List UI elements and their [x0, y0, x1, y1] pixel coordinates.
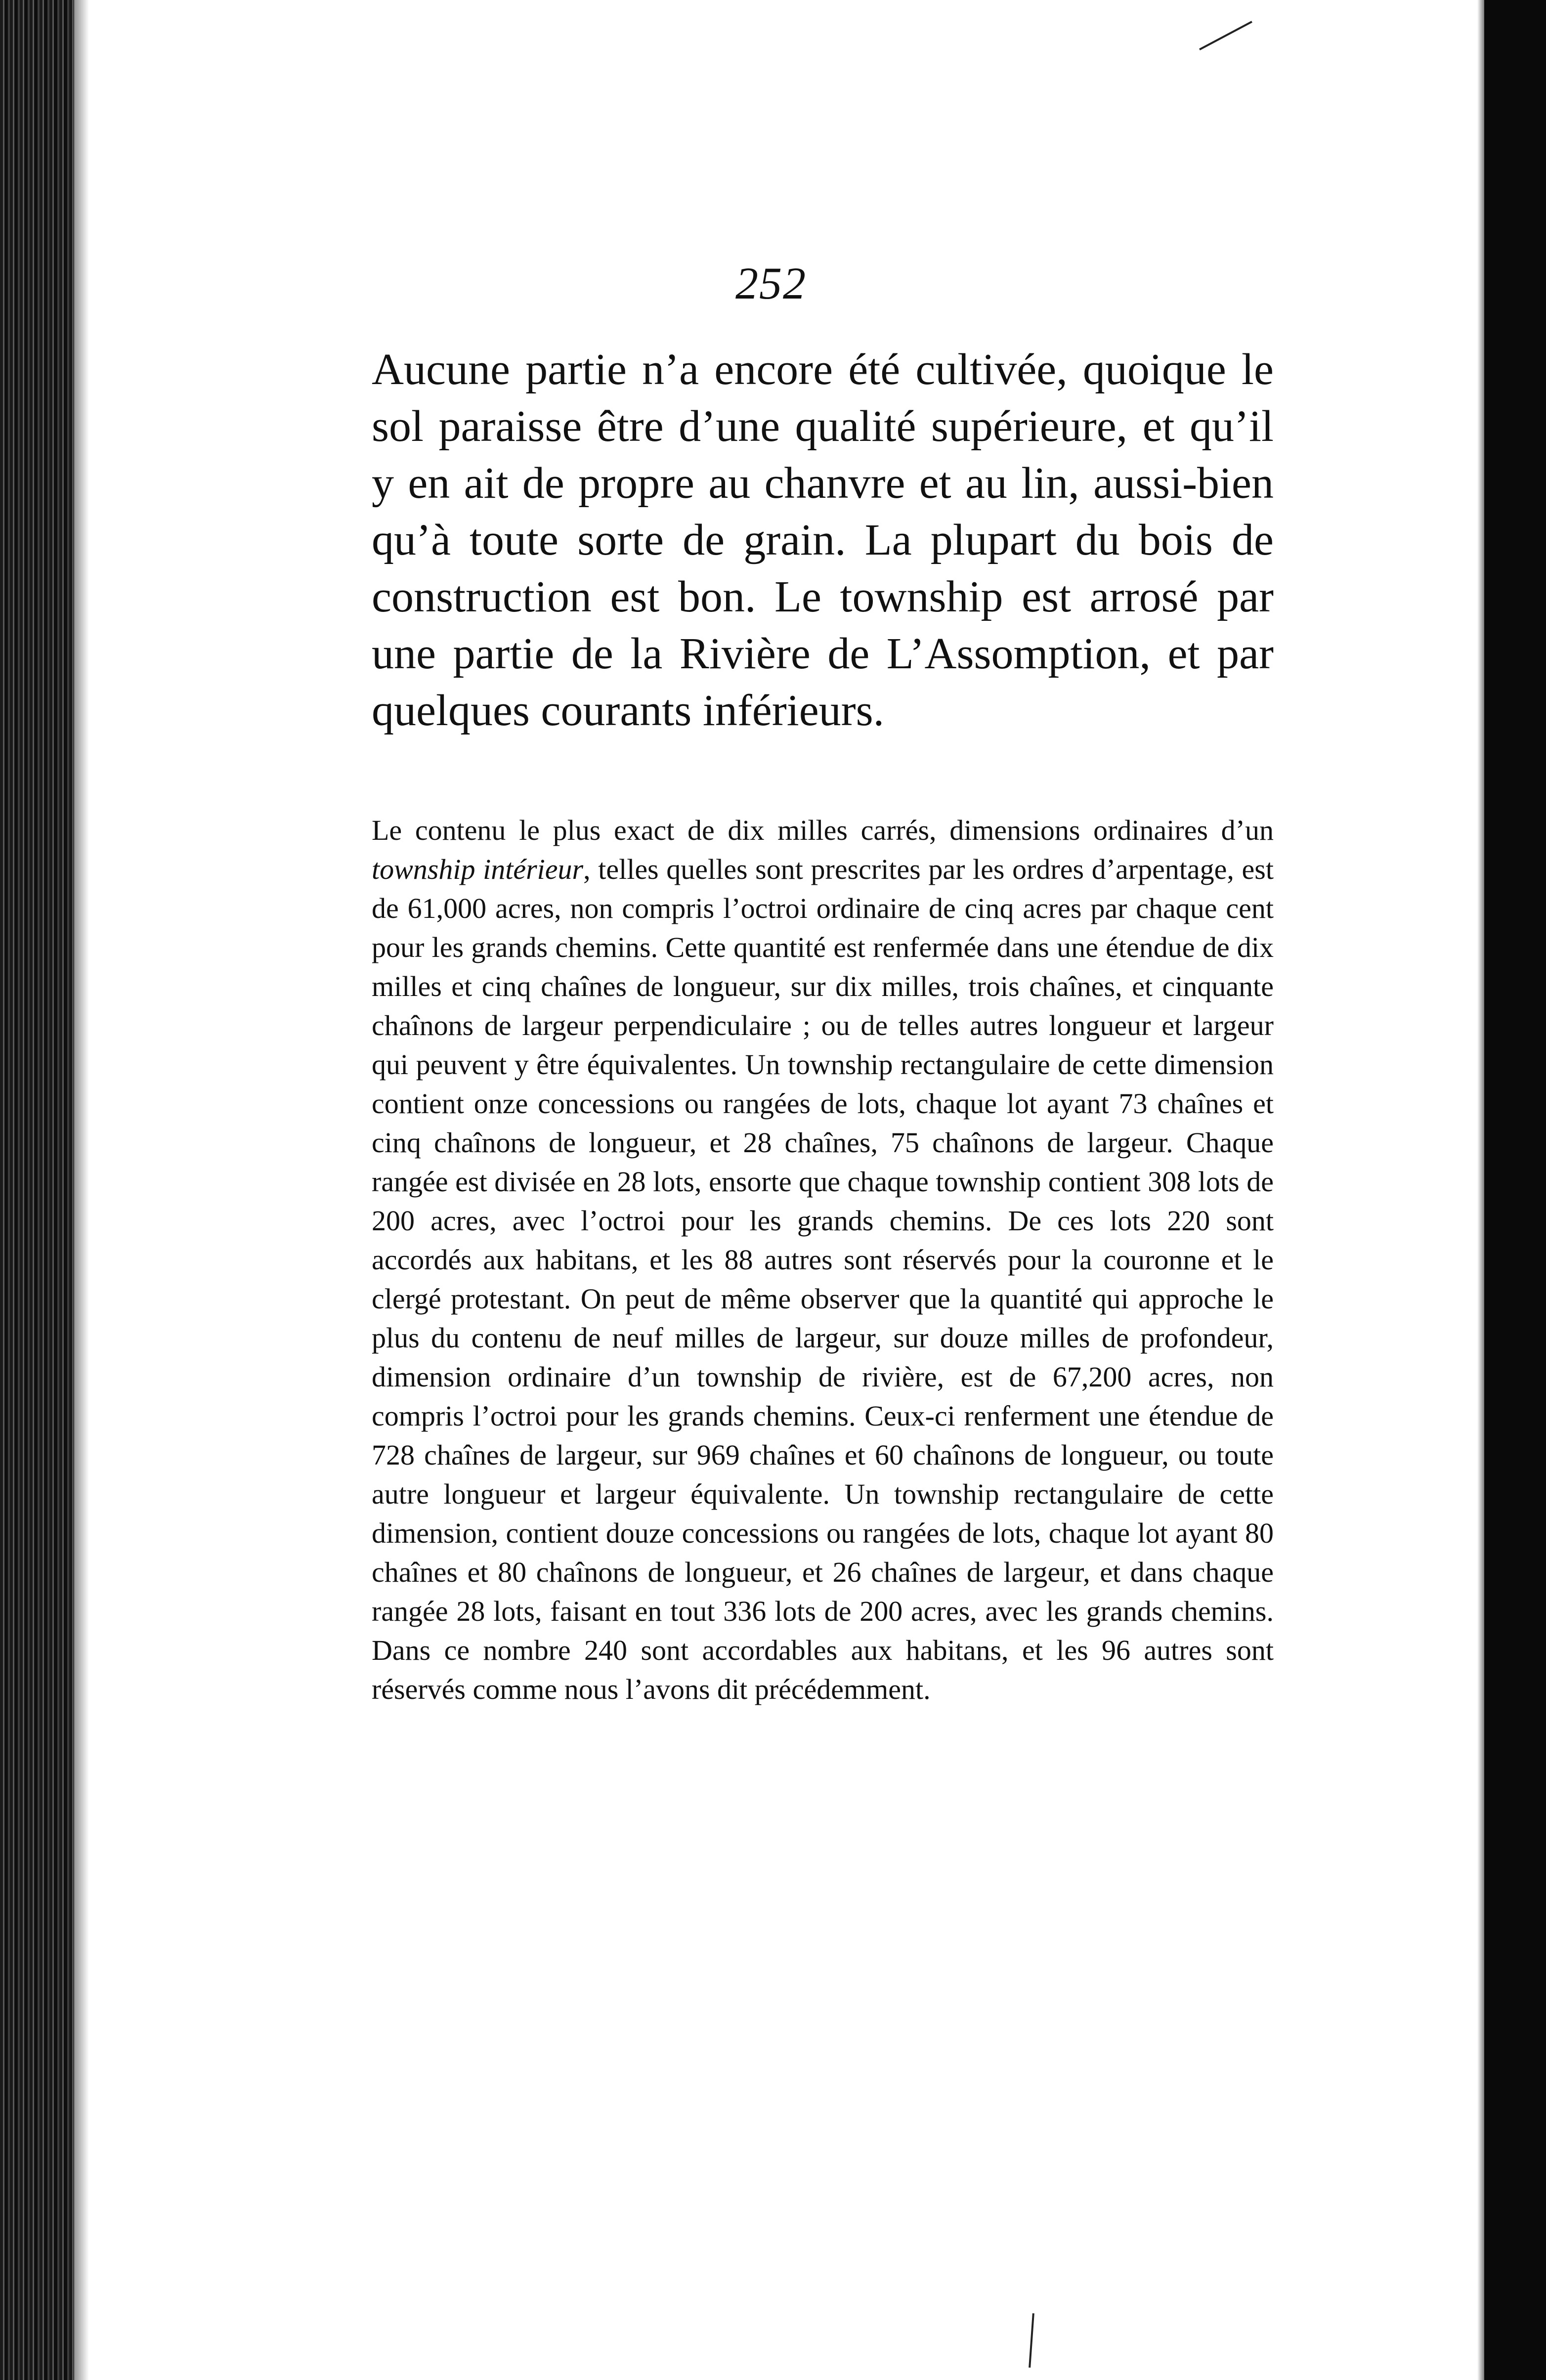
scan-binding-right [1484, 0, 1546, 2380]
note-text-start: Le contenu le plus exact de dix milles carrés, dimensions ordinaires d’un [372, 814, 1274, 846]
scan-binding-left [0, 0, 74, 2380]
note-text-rest: , telles quelles sont prescrites par les ordres d’arpentage, est de 61,000 acres, non compris l’octroi ordinaire de cinq acres par chaque cent pour les grands chemins. Cette quantité est renfermée dans une étendue de dix milles et cinq chaînes de longueur, sur dix milles, trois chaînes, et cinquante chaînons de largeur perpendiculaire ; ou de telles autres longueur et largeur qui peuvent y être équivalentes. Un township rectangulaire de cette dimension contient onze concessions ou rangées de lots, chaque lot ayant 73 chaînes et cinq chaînons de longueur, et 28 chaînes, 75 chaînons de largeur. Chaque rangée est divisée en 28 lots, ensorte que chaque township contient 308 lots de 200 acres, avec l’octroi pour les grands chemins. De ces lots 220 sont accordés aux habitans, et les 88 autres sont réservés pour la couronne et le clergé protestant. On peut de même observer que la quantité qui approche le plus du contenu de neuf milles de largeur, sur douze milles de profondeur, dimension ordinaire d’un township de rivière, est de 67,200 acres, non compris l’octroi pour les grands chemins. Ceux-ci renferment une étendue de 728 chaînes de largeur, sur 969 chaînes et 60 chaînons de longueur, ou toute autre longueur et largeur équivalente. Un township rectangulaire de cette dimension, contient douze concessions ou rangées de lots, chaque lot ayant 80 chaînes et 80 chaînons de longueur, et 26 chaînes de largeur, et dans chaque rangée 28 lots, faisant en tout 336 lots de 200 acres, avec les grands chemins. Dans ce nombre 240 sont accordables aux habitans, et les 96 autres sont réservés comme nous l’avons dit précédemment. [372, 853, 1274, 1705]
note-italic-term: township intérieur [372, 853, 584, 885]
page-number: 252 [735, 258, 807, 308]
scan-mark [1199, 21, 1252, 50]
main-paragraph: Aucune partie n’a encore été cultivée, quoique le sol paraisse être d’une qualité supérieure, et qu’il y en ait de propre au chanvre et au lin, aussi-bien qu’à toute sorte de grain. La plupart du bois de construction est bon. Le township est arrosé par une partie de la Rivière de L’Assomption, et par quelques courants inférieurs. [372, 345, 1274, 735]
note-paragraph [372, 811, 1274, 1709]
scan-mark [1029, 2313, 1034, 2368]
